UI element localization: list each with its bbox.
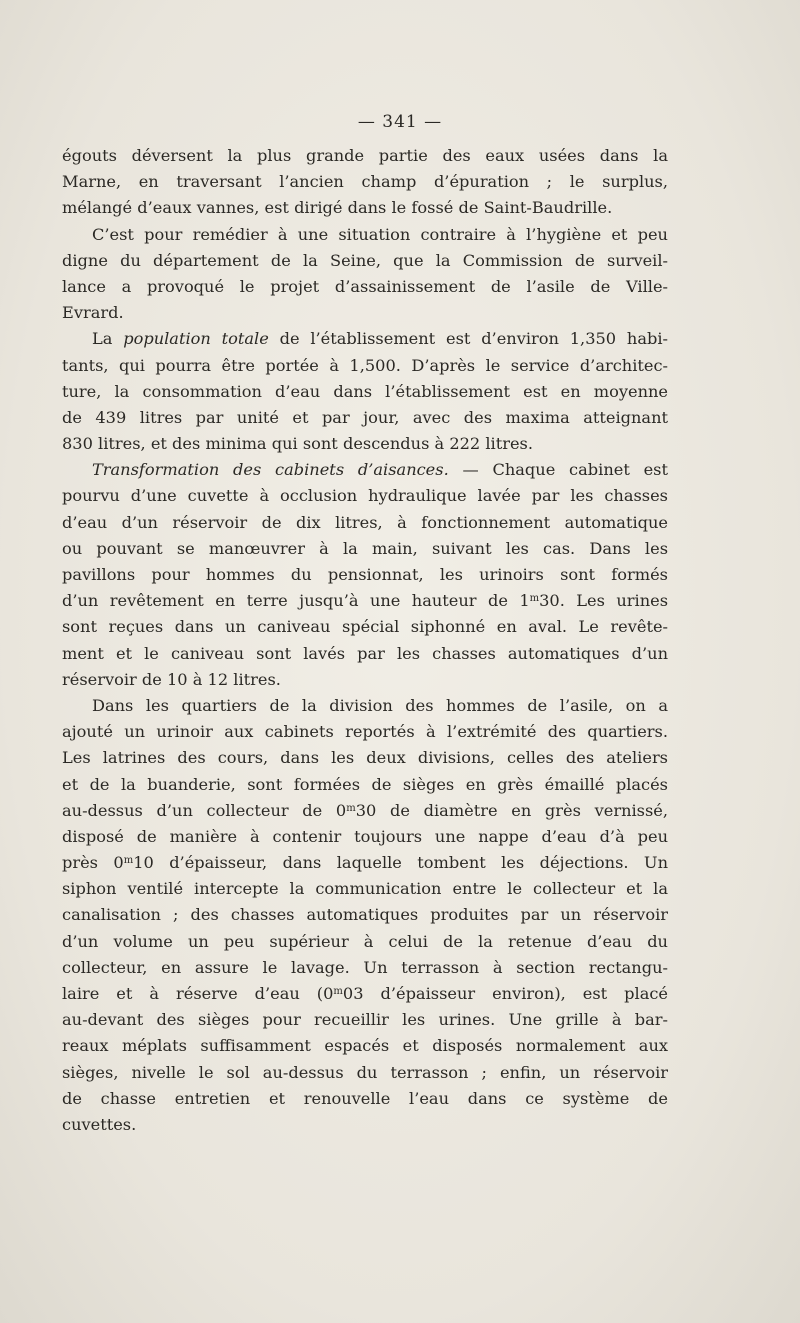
text-line: siphon ventilé intercepte la communication entre le collecteur et la: [62, 879, 668, 899]
text-segment: d’un revêtement en terre jusqu’à une hauteur de 1: [62, 591, 530, 611]
text-line: digne du département de la Seine, que la Commission de surveil-: [62, 250, 668, 270]
text-line: ment et le caniveau sont lavés par les chasses automatiques d’un: [62, 643, 668, 663]
text-segment: au-dessus d’un collecteur de 0: [62, 800, 347, 820]
text-line: ajouté un urinoir aux cabinets reportés à l’extrémité des quartiers.: [62, 722, 668, 742]
text-segment: de l’établissement est d’environ 1,350 habi-: [268, 329, 668, 349]
text-line: pavillons pour hommes du pensionnat, les urinoirs sont formés: [62, 565, 668, 584]
text-line: réservoir de 10 à 12 litres.: [62, 669, 281, 689]
text-line: Dans les quartiers de la division des hommes de l’asile, on a: [92, 695, 668, 715]
text-line: lance a provoqué le projet d’assainissement de l’asile de Ville-: [62, 276, 668, 296]
text-line: d’eau d’un réservoir de dix litres, à fonctionnement automatique: [62, 512, 668, 532]
text-line: d’un volume un peu supérieur à celui de la retenue d’eau du: [62, 931, 668, 951]
unit-superscript: m: [123, 855, 134, 867]
italic-phrase: Transformation des cabinets d’aisances.: [92, 460, 449, 480]
text-line: [62, 326, 668, 352]
text-line: [62, 588, 668, 614]
text-line: au-devant des sièges pour recueillir les urines. Une grille à bar-: [62, 1010, 668, 1030]
text-segment: 30. Les urines: [539, 591, 669, 611]
text-segment: 30 de diamètre en grès vernissé,: [355, 800, 669, 820]
text-line: ture, la consommation d’eau dans l’établissement est en moyenne: [62, 381, 668, 401]
text-segment: 03 d’épaisseur environ), est placé: [342, 984, 668, 1003]
text-line: égouts déversent la plus grande partie des eaux usées dans la: [62, 146, 668, 165]
unit-superscript: m: [333, 986, 343, 997]
text-segment: La: [92, 329, 124, 349]
text-line: Evrard.: [62, 303, 124, 323]
text-line: [62, 457, 668, 483]
text-segment: laire et à réserve d’eau (0: [62, 984, 334, 1003]
text-line: collecteur, en assure le lavage. Un terrasson à section rectangu-: [62, 957, 668, 977]
text-line: et de la buanderie, sont formées de sièges en grès émaillé placés: [62, 774, 668, 794]
text-line: mélangé d’eaux vannes, est dirigé dans le fossé de Saint-Baudrille.: [62, 198, 613, 218]
text-line: disposé de manière à contenir toujours une nappe d’eau d’à peu: [62, 826, 668, 846]
text-line: sièges, nivelle le sol au-dessus du terrasson ; enfin, un réservoir: [62, 1062, 668, 1082]
unit-superscript: m: [346, 802, 356, 814]
body-text: [62, 143, 668, 1138]
text-line: canalisation ; des chasses automatiques produites par un réservoir: [62, 905, 668, 925]
text-segment: près 0: [62, 853, 124, 873]
text-line: reaux méplats suffisamment espacés et disposés normalement aux: [62, 1036, 668, 1056]
text-line: pourvu d’une cuvette à occlusion hydraulique lavée par les chasses: [62, 486, 668, 506]
text-segment: 10 d’épaisseur, dans laquelle tombent les déjections. Un: [133, 853, 669, 873]
text-line: [62, 850, 668, 876]
text-line: tants, qui pourra être portée à 1,500. D’après le service d’architec-: [62, 355, 668, 375]
text-segment: — Chaque cabinet est: [448, 460, 668, 480]
italic-phrase: population totale: [123, 329, 269, 349]
text-line: [62, 981, 668, 1007]
text-line: cuvettes.: [62, 1114, 137, 1134]
page-number: — 341 —: [357, 112, 443, 132]
text-line: [62, 798, 668, 824]
unit-superscript: m: [529, 593, 540, 605]
text-line: ou pouvant se manœuvrer à la main, suivant les cas. Dans les: [62, 538, 668, 558]
text-line: sont reçues dans un caniveau spécial siphonné en aval. Le revête-: [62, 617, 668, 637]
text-line: C’est pour remédier à une situation contraire à l’hygiène et peu: [92, 224, 668, 244]
text-line: de 439 litres par unité et par jour, avec des maxima atteignant: [62, 407, 668, 427]
text-line: de chasse entretien et renouvelle l’eau dans ce système de: [62, 1088, 668, 1108]
text-line: Marne, en traversant l’ancien champ d’épuration ; le surplus,: [62, 172, 668, 192]
text-line: 830 litres, et des minima qui sont descendus à 222 litres.: [62, 434, 533, 454]
text-line: Les latrines des cours, dans les deux divisions, celles des ateliers: [62, 748, 668, 768]
